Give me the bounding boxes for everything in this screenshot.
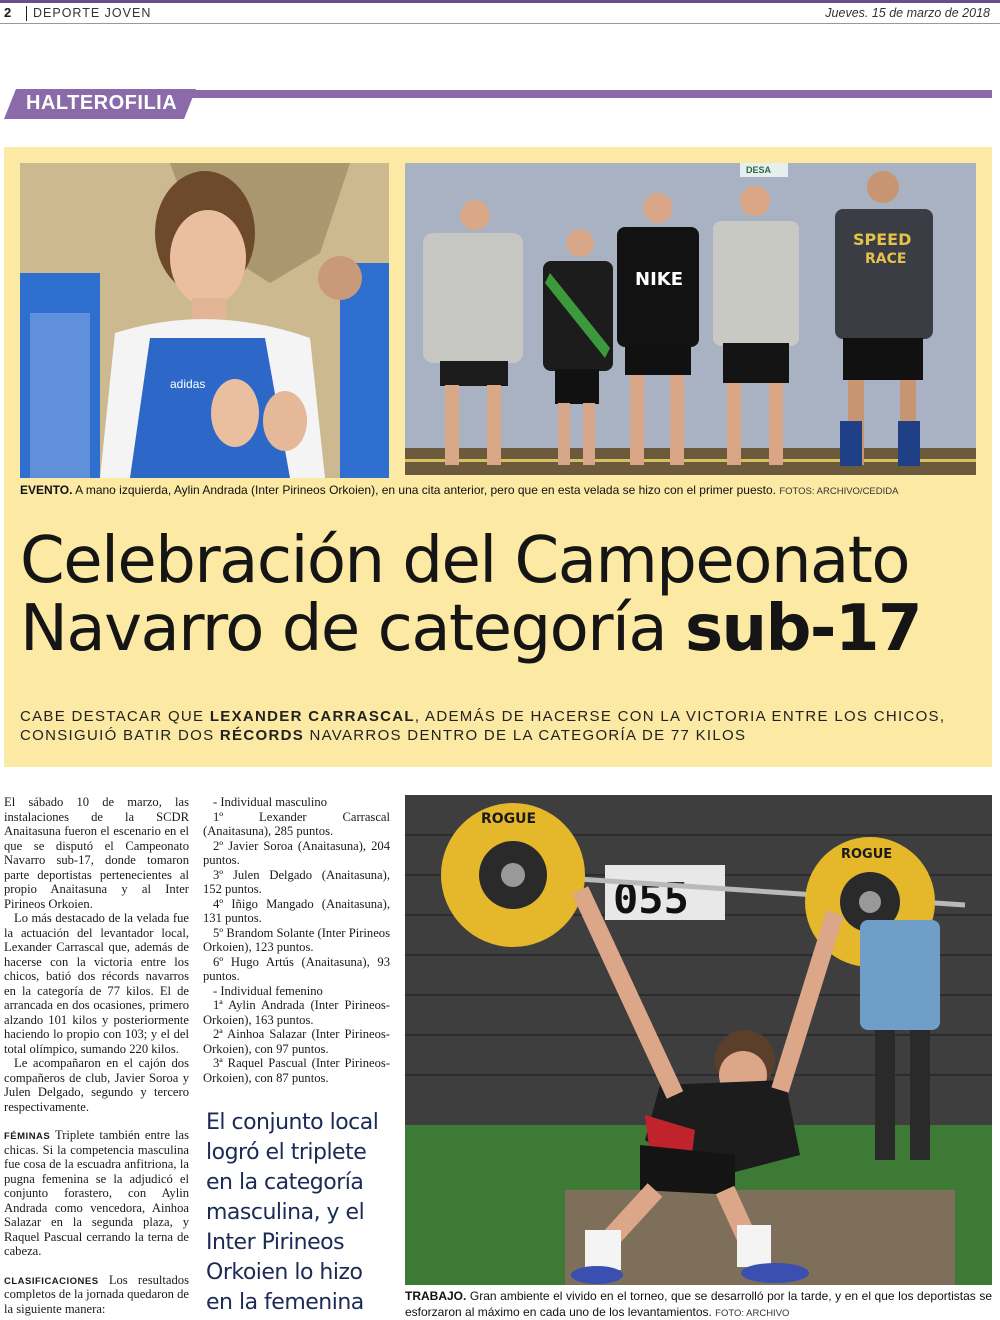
paragraph-lead: FÉMINAS bbox=[4, 1131, 51, 1142]
headline-regular: Celebración del Campeonato Navarro de categoría bbox=[20, 524, 909, 666]
results-line: 6º Hugo Artús (Anaitasuna), 93 puntos. bbox=[203, 954, 390, 983]
subhead-bold-1: LEXANDER CARRASCAL bbox=[209, 708, 415, 725]
article-column-1 bbox=[4, 795, 189, 1316]
caption-text: Gran ambiente el vivido en el torneo, que se desarrolló por la tarde, y en el que los deportistas se esforzaron al máximo en cada uno de los levantamientos. bbox=[405, 1289, 992, 1319]
subheadline bbox=[20, 707, 980, 745]
paragraph-body: Los resultados completos de la jornada quedaron de la siguiente manera: bbox=[4, 1272, 189, 1316]
photo-shirt-brand: adidas bbox=[170, 377, 206, 391]
caption-lead: TRABAJO. bbox=[405, 1289, 467, 1303]
photo-shirt-race: RACE bbox=[865, 251, 907, 267]
photo-athletes-illustration bbox=[405, 163, 976, 475]
header-divider bbox=[26, 6, 27, 21]
photo-credit: FOTO: ARCHIVO bbox=[715, 1308, 790, 1319]
paragraph-body: Triplete también entre las chicas. Si la competencia masculina fue cosa de la escuadra anfitriona, la pugna femenina se la adjudicó el conjunto forastero, con Aylin Andrada como vencedora, Ainhoa Salazar en la segunda plaza, y Raquel Pascual cerrando la terna de cabeza. bbox=[4, 1128, 189, 1258]
results-column bbox=[203, 795, 390, 1085]
paragraph-lead: CLASIFICACIONES bbox=[4, 1275, 99, 1287]
article-paragraph: El sábado 10 de marzo, las instalaciones de la SCDR Anaitasuna fueron el escenario en el que se disputó el Campeonato Navarro sub-17, donde tomaron parte deportistas pertenecientes al propio Anaitasuna y al Inter Pirineos Orkoien. bbox=[4, 795, 189, 911]
headline bbox=[20, 524, 980, 666]
caption-text: A mano izquierda, Aylin Andrada (Inter Pirineos Orkoien), en una cita anterior, pero que en esta velada se hizo con el primer puesto. bbox=[72, 483, 780, 497]
photo-shirt-nike: NIKE bbox=[635, 269, 684, 290]
results-line: 5º Brandom Solante (Inter Pirineos Orkoien), 123 puntos. bbox=[203, 925, 390, 954]
results-line: 1ª Aylin Andrada (Inter Pirineos-Orkoien), 163 puntos. bbox=[203, 998, 390, 1027]
photo-plate-brand-right: ROGUE bbox=[841, 847, 893, 862]
subhead-text-2: , ADEMÁS DE HACERSE CON LA VICTORIA ENTRE LOS CHICOS, CONSIGUIÓ BATIR DOS bbox=[20, 708, 946, 744]
article-paragraph: Lo más destacado de la velada fue la actuación del levantador local, Lexander Carrascal que, además de hacerse con la victoria entre los chicos, batió dos récords navarros en la categoría de 77 kilos. El de arrancada en dos ocasiones, primero alzando 101 kilos y posteriormente haciendo lo propio con 103; y el del total olímpico, sumando 220 kilos. bbox=[4, 911, 189, 1056]
results-line: 2ª Ainhoa Salazar (Inter Pirineos-Orkoien), con 97 puntos. bbox=[203, 1027, 390, 1056]
caption-lead: EVENTO. bbox=[20, 483, 73, 497]
photo-aylin-andrada bbox=[20, 163, 389, 478]
photo-banner-text: DESA bbox=[746, 165, 772, 175]
section-name: DEPORTE JOVEN bbox=[33, 6, 152, 20]
photo-shirt-speed: SPEED bbox=[853, 230, 912, 249]
results-line: 1º Lexander Carrascal (Anaitasuna), 285 puntos. bbox=[203, 809, 390, 838]
photo-plate-brand-left: ROGUE bbox=[481, 811, 537, 827]
results-line: 4º Iñigo Mangado (Anaitasuna), 131 puntos. bbox=[203, 896, 390, 925]
photo-credit: FOTOS: ARCHIVO/CEDIDA bbox=[779, 486, 899, 497]
bottom-photo-caption bbox=[405, 1288, 992, 1320]
results-line: 3º Julen Delgado (Anaitasuna), 152 puntos. bbox=[203, 867, 390, 896]
top-rule bbox=[0, 0, 1000, 3]
photo-weightlifter bbox=[405, 795, 992, 1285]
subhead-bold-2: RÉCORDS bbox=[219, 727, 305, 744]
subhead-text-3: NAVARROS DENTRO DE LA CATEGORÍA DE 77 KILOS bbox=[304, 727, 747, 744]
issue-date: Jueves. 15 de marzo de 2018 bbox=[825, 6, 990, 20]
section-rule bbox=[190, 90, 992, 98]
results-line: - Individual masculino bbox=[213, 795, 328, 809]
top-photo-caption bbox=[20, 482, 980, 500]
photo-aylin-illustration bbox=[20, 163, 389, 478]
results-line: 3ª Raquel Pascual (Inter Pirineos-Orkoien), con 87 puntos. bbox=[203, 1056, 390, 1085]
subhead-text-1: CABE DESTACAR QUE bbox=[20, 708, 210, 725]
results-line: - Individual femenino bbox=[213, 983, 323, 998]
header-rule bbox=[0, 23, 1000, 24]
results-line: 2º Javier Soroa (Anaitasuna), 204 puntos. bbox=[203, 838, 390, 867]
headline-bold: sub-17 bbox=[684, 591, 922, 666]
photo-scoreboard: 055 bbox=[613, 874, 689, 923]
page-number: 2 bbox=[4, 5, 12, 20]
photo-weightlifter-illustration bbox=[405, 795, 992, 1285]
section-label: HALTEROFILIA bbox=[26, 92, 178, 114]
article-paragraph: Le acompañaron en el cajón dos compañeros de club, Javier Soroa y Julen Delgado, segundo y tercero respectivamente. bbox=[4, 1056, 189, 1114]
pull-quote: El conjunto local logró el triplete en la categoría masculina, y el Inter Pirineos Orkoien lo hizo en la femenina bbox=[206, 1110, 379, 1315]
article-paragraph-feminas bbox=[4, 1128, 189, 1259]
photo-male-athletes bbox=[405, 163, 976, 475]
article-paragraph-clasificaciones bbox=[4, 1273, 189, 1317]
